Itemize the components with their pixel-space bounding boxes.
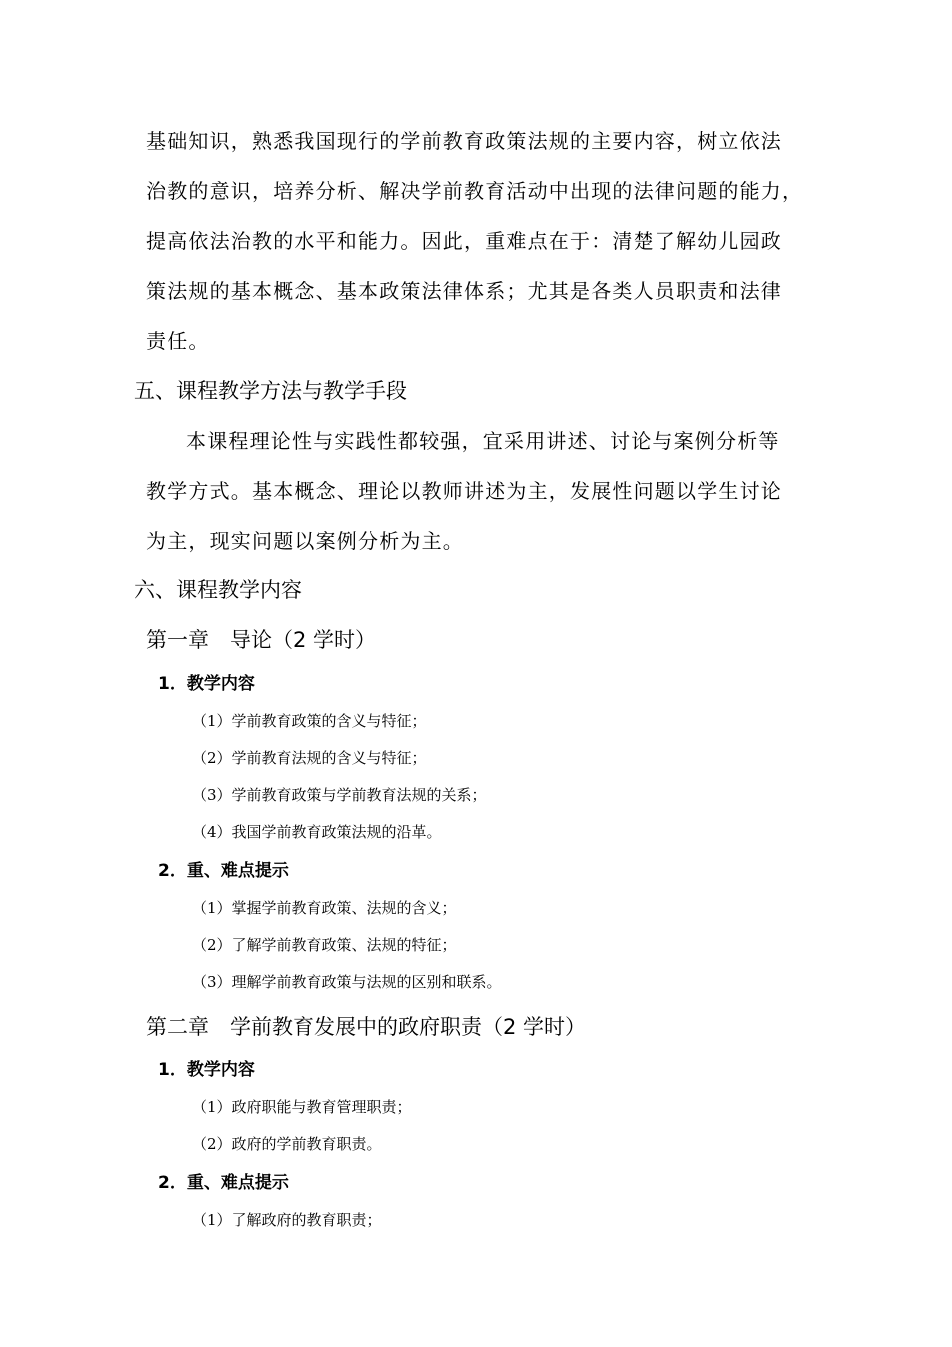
intro-paragraph-line: 提高依法治教的水平和能力。因此，重难点在于：清楚了解幼儿园政 — [146, 229, 782, 253]
chapter-1-content-heading: 1．教学内容 — [158, 674, 255, 694]
chapter-2-title: 第二章 学前教育发展中的政府职责（2 学时） — [146, 1015, 587, 1039]
chapter-1-key-points-heading: 2．重、难点提示 — [158, 861, 289, 881]
chapter-1-content-item: （1）学前教育政策的含义与特征； — [192, 712, 427, 730]
chapter-2-key-points-heading: 2．重、难点提示 — [158, 1173, 289, 1193]
chapter-2-content-item: （1）政府职能与教育管理职责； — [192, 1098, 412, 1116]
methods-paragraph-line: 教学方式。基本概念、理论以教师讲述为主，发展性问题以学生讨论 — [146, 479, 782, 503]
chapter-2-content-item: （2）政府的学前教育职责。 — [192, 1135, 382, 1153]
methods-paragraph-line: 本课程理论性与实践性都较强，宜采用讲述、讨论与案例分析等 — [186, 429, 780, 453]
chapter-2-key-point: （1）了解政府的教育职责； — [192, 1211, 382, 1229]
section-heading-teaching-methods: 五、课程教学方法与教学手段 — [134, 379, 407, 403]
chapter-1-key-point: （3）理解学前教育政策与法规的区别和联系。 — [192, 973, 502, 991]
chapter-2-content-heading: 1．教学内容 — [158, 1060, 255, 1080]
methods-paragraph-line: 为主，现实问题以案例分析为主。 — [146, 529, 464, 553]
chapter-1-key-point: （1）掌握学前教育政策、法规的含义； — [192, 899, 457, 917]
intro-paragraph-line: 基础知识，熟悉我国现行的学前教育政策法规的主要内容，树立依法 — [146, 129, 782, 153]
chapter-1-key-point: （2）了解学前教育政策、法规的特征； — [192, 936, 457, 954]
chapter-1-content-item: （2）学前教育法规的含义与特征； — [192, 749, 427, 767]
intro-paragraph-line: 治教的意识，培养分析、解决学前教育活动中出现的法律问题的能力， — [146, 179, 804, 203]
chapter-1-content-item: （4）我国学前教育政策法规的沿革。 — [192, 823, 442, 841]
intro-paragraph-line: 责任。 — [146, 329, 210, 353]
intro-paragraph-line: 策法规的基本概念、基本政策法律体系；尤其是各类人员职责和法律 — [146, 279, 782, 303]
chapter-1-content-item: （3）学前教育政策与学前教育法规的关系； — [192, 786, 487, 804]
chapter-1-title: 第一章 导论（2 学时） — [146, 628, 377, 652]
section-heading-teaching-content: 六、课程教学内容 — [134, 578, 302, 602]
